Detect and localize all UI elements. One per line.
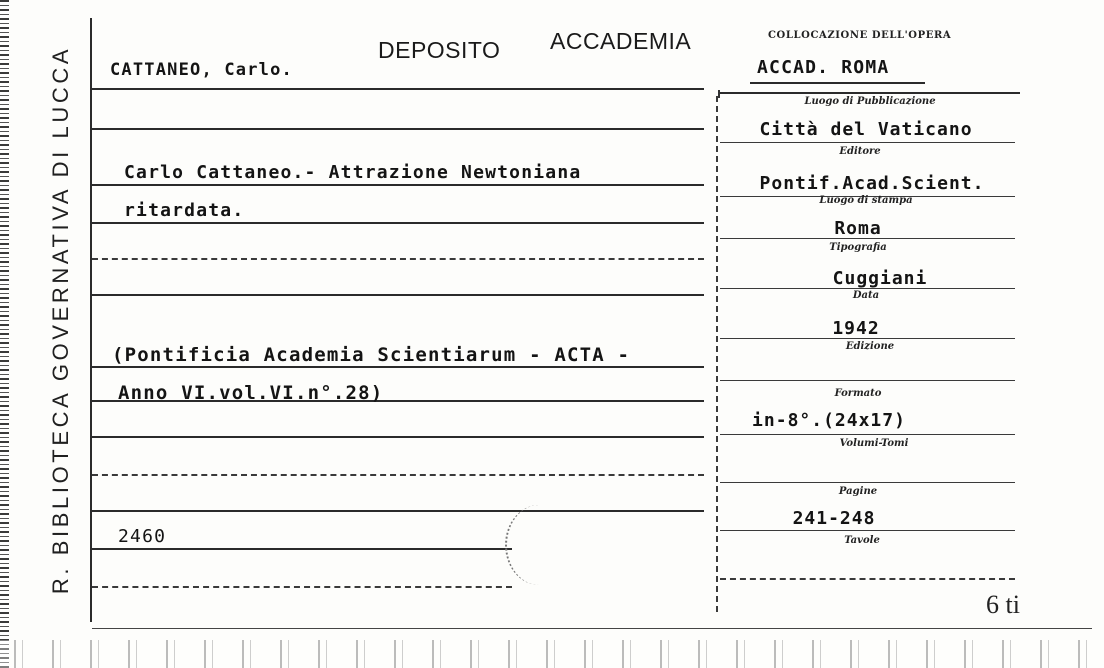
detail-rule-format (720, 434, 1015, 435)
rule-13 (92, 586, 512, 588)
detail-label-place: Luogo di Pubblicazione (804, 96, 936, 107)
series-line-2: Anno VI.vol.VI.n°.28) (118, 382, 384, 404)
detail-value-date: 1942 (832, 318, 880, 339)
rule-4 (92, 222, 704, 224)
detail-label-format: Formato (834, 388, 882, 399)
rule-12 (92, 548, 512, 550)
rule-11 (92, 510, 704, 512)
detail-label-volumes: Volumi-Tomi (839, 438, 909, 449)
title-line-2: ritardata. (124, 200, 245, 221)
detail-rule-printer (720, 288, 1015, 289)
right-column-divider (716, 96, 718, 612)
detail-value-publisher: Pontif.Acad.Scient. (759, 173, 985, 194)
detail-label-printer: Tipografia (829, 242, 887, 253)
detail-tick (718, 90, 720, 98)
detail-rule-print-place (720, 238, 1015, 239)
detail-rule-plates (720, 578, 1015, 580)
collocation-heading: COLLOCAZIONE DELL'OPERA (768, 30, 952, 41)
detail-value-printer: Cuggiani (832, 268, 928, 289)
detail-top-rule (720, 92, 1020, 94)
title-line-1: Carlo Cattaneo.- Attrazione Newtoniana (124, 162, 582, 183)
card-left-edge (0, 0, 9, 668)
detail-value-print-place: Roma (834, 218, 882, 239)
detail-label-date: Data (852, 290, 880, 301)
rule-1 (92, 88, 704, 90)
left-margin-line (90, 18, 92, 622)
author-heading: CATTANEO, Carlo. (110, 60, 293, 80)
detail-label-publisher: Editore (839, 146, 881, 157)
rule-2 (92, 128, 704, 130)
detail-rule-date (720, 338, 1015, 339)
rule-10 (92, 474, 704, 476)
detail-label-edition: Edizione (845, 341, 895, 352)
detail-rule-edition (720, 380, 1015, 381)
card-bottom-rule (92, 628, 1092, 629)
collocation-underline (750, 82, 925, 84)
series-line-1: (Pontificia Academia Scientiarum - ACTA - (112, 344, 631, 366)
detail-rule-pages (720, 530, 1015, 531)
rule-9 (92, 436, 704, 438)
detail-value-place: Città del Vaticano (759, 119, 973, 140)
rule-7 (92, 366, 704, 368)
rule-6 (92, 294, 704, 296)
inventory-number: 2460 (118, 526, 167, 547)
detail-label-plates: Tavole (844, 535, 880, 546)
corner-note: 6 ti (986, 590, 1020, 619)
detail-value-format: in-8°.(24x17) (752, 410, 906, 431)
rule-5 (92, 258, 704, 260)
deposit-stamp: DEPOSITO (378, 37, 501, 63)
library-stamp-text: R. BIBLIOTECA GOVERNATIVA DI LUCCA (48, 45, 73, 595)
detail-rule-place (720, 142, 1015, 143)
academy-stamp: ACCADEMIA (550, 28, 692, 54)
detail-label-pages: Pagine (838, 486, 878, 497)
card-bottom-edge (0, 640, 1104, 668)
rule-3 (92, 184, 704, 186)
detail-value-pages: 241-248 (792, 508, 876, 529)
collocation-value: ACCAD. ROMA (757, 57, 890, 78)
detail-label-print-place: Luogo di stampa (819, 195, 913, 206)
detail-rule-volumes (720, 482, 1015, 483)
punch-hole (505, 505, 573, 585)
